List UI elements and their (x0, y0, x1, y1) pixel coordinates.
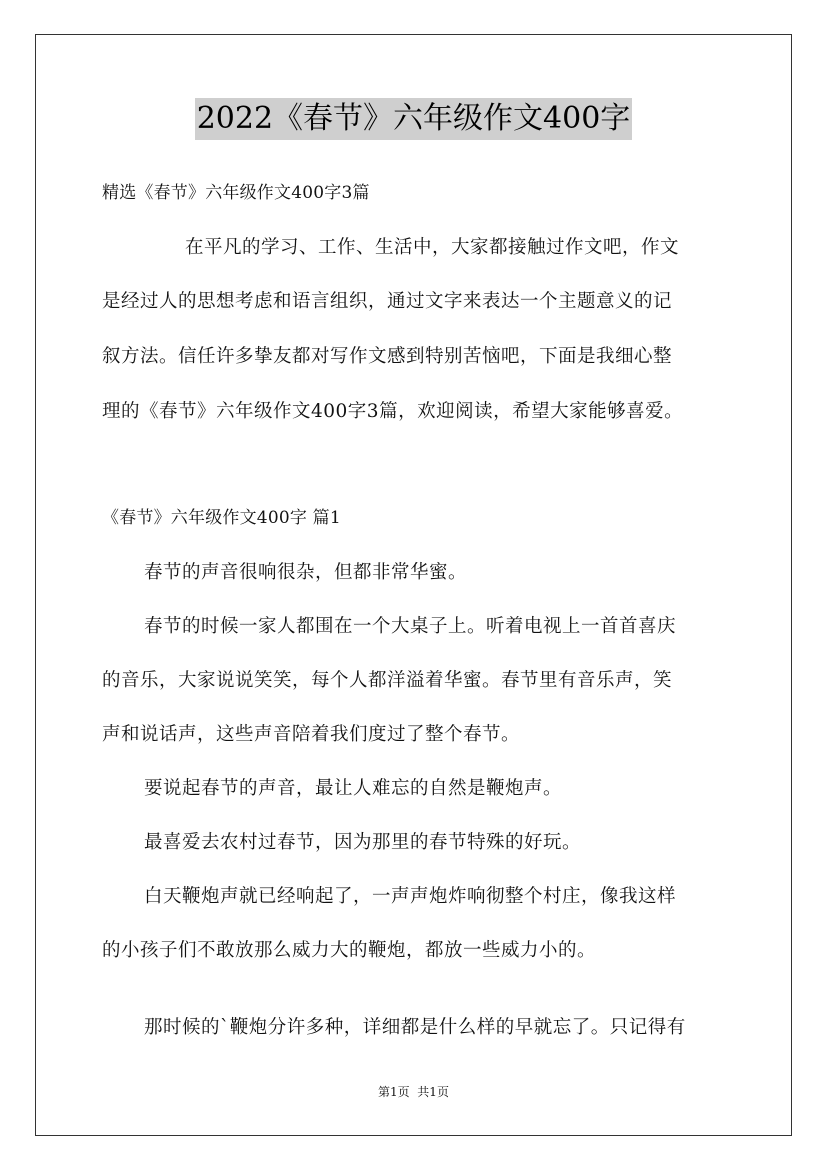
body-line: 那时候的`鞭炮分许多种，详细都是什么样的早就忘了。只记得有 (144, 1017, 686, 1038)
body-line: 要说起春节的声音，最让人难忘的自然是鞭炮声。 (144, 778, 563, 799)
body-line: 白天鞭炮声就已经响起了，一声声炮炸响彻整个村庄，像我这样 (144, 886, 677, 907)
intro-heading: 精选《春节》六年级作文400字3篇 (102, 183, 370, 203)
body-line: 的音乐，大家说说笑笑，每个人都洋溢着华蜜。春节里有音乐声，笑 (102, 670, 673, 691)
intro-line: 在平凡的学习、工作、生活中，大家都接触过作文吧，作文 (185, 237, 680, 258)
body-line: 声和说话声，这些声音陪着我们度过了整个春节。 (102, 724, 521, 745)
body-line: 春节的声音很响很杂，但都非常华蜜。 (144, 562, 468, 583)
intro-line: 叙方法。信任许多挚友都对写作文感到特别苦恼吧，下面是我细心整 (102, 346, 673, 367)
section-heading: 《春节》六年级作文400字 篇1 (102, 508, 341, 528)
body-line: 最喜爱去农村过春节，因为那里的春节特殊的好玩。 (144, 832, 582, 853)
intro-line: 理的《春节》六年级作文400字3篇，欢迎阅读，希望大家能够喜爱。 (102, 401, 684, 422)
document-title: 2022《春节》六年级作文400字 (195, 98, 633, 140)
intro-line: 是经过人的思想考虑和语言组织，通过文字来表达一个主题意义的记 (102, 291, 673, 312)
title-wrap (0, 98, 827, 140)
body-line: 的小孩子们不敢放那么威力大的鞭炮，都放一些威力小的。 (102, 940, 597, 961)
page-footer: 第1页 共1页 (378, 1085, 449, 1099)
body-line: 春节的时候一家人都围在一个大桌子上。听着电视上一首首喜庆 (144, 616, 677, 637)
